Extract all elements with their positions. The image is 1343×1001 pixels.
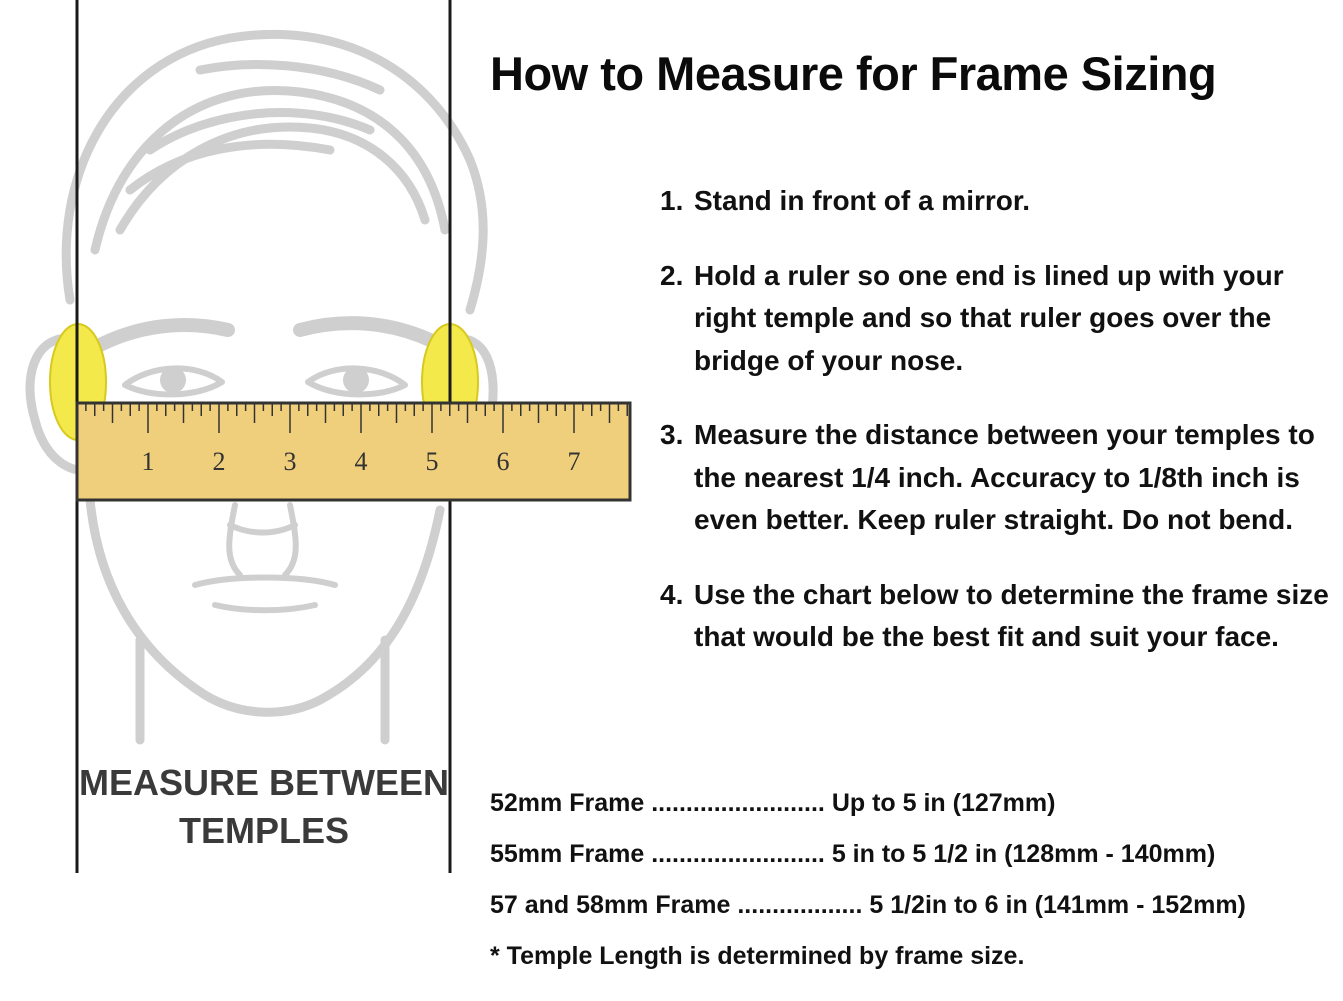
step-number: 3.: [660, 419, 684, 450]
step-2: [660, 255, 1330, 383]
frame-size-chart: [490, 783, 1335, 976]
step-1: [660, 180, 1330, 223]
step-text: Stand in front of a mirror.: [694, 185, 1031, 216]
ruler-number: 6: [496, 447, 510, 476]
ruler-number: 4: [354, 447, 368, 476]
step-number: 2.: [660, 259, 684, 291]
size-row-55mm: [490, 834, 1335, 885]
temple-length-note: * Temple Length is determined by frame size.: [490, 942, 1025, 970]
step-text: Use the chart below to determine the frame size that would be the best fit and suit your face.: [694, 578, 1329, 652]
leader-dots: .........................: [651, 840, 825, 868]
step-text: Measure the distance between your temples to the nearest 1/4 inch. Accuracy to 1/8th inch is even better. Keep ruler straight. Do not bend.: [694, 419, 1315, 535]
size-row-52mm: [490, 783, 1335, 834]
step-4: [660, 574, 1330, 659]
instruction-steps: [660, 180, 1330, 691]
temple-range: 5 in to 5 1/2 in (128mm - 140mm): [831, 840, 1216, 868]
left-pupil: [160, 367, 186, 393]
temple-range: 5 1/2in to 6 in (141mm - 152mm): [869, 891, 1246, 919]
size-row-57-58mm: [490, 885, 1335, 936]
caption-line-1: MEASURE BETWEEN: [78, 762, 450, 803]
frame-size-label: 57 and 58mm Frame: [490, 891, 731, 919]
leader-dots: .........................: [651, 789, 825, 817]
frame-size-label: 52mm Frame: [490, 789, 645, 817]
ruler-number: 5: [425, 447, 439, 476]
step-3: [660, 414, 1330, 542]
ruler-body: [77, 403, 630, 500]
temple-range: Up to 5 in (127mm): [831, 789, 1056, 817]
page-title: How to Measure for Frame Sizing: [490, 47, 1217, 100]
ruler-number: 1: [141, 447, 155, 476]
step-number: 4.: [660, 578, 684, 610]
leader-dots: ..................: [737, 891, 863, 919]
caption-line-2: TEMPLES: [178, 810, 350, 851]
right-pupil: [343, 367, 369, 393]
ruler-number: 7: [567, 447, 581, 476]
ruler: [77, 403, 630, 500]
ruler-number: 2: [212, 447, 226, 476]
frame-size-label: 55mm Frame: [490, 840, 645, 868]
step-text: Hold a ruler so one end is lined up with your right temple and so that ruler goes over the bridge of your nose.: [694, 259, 1284, 376]
step-number: 1.: [660, 185, 684, 216]
ruler-number: 3: [283, 447, 297, 476]
